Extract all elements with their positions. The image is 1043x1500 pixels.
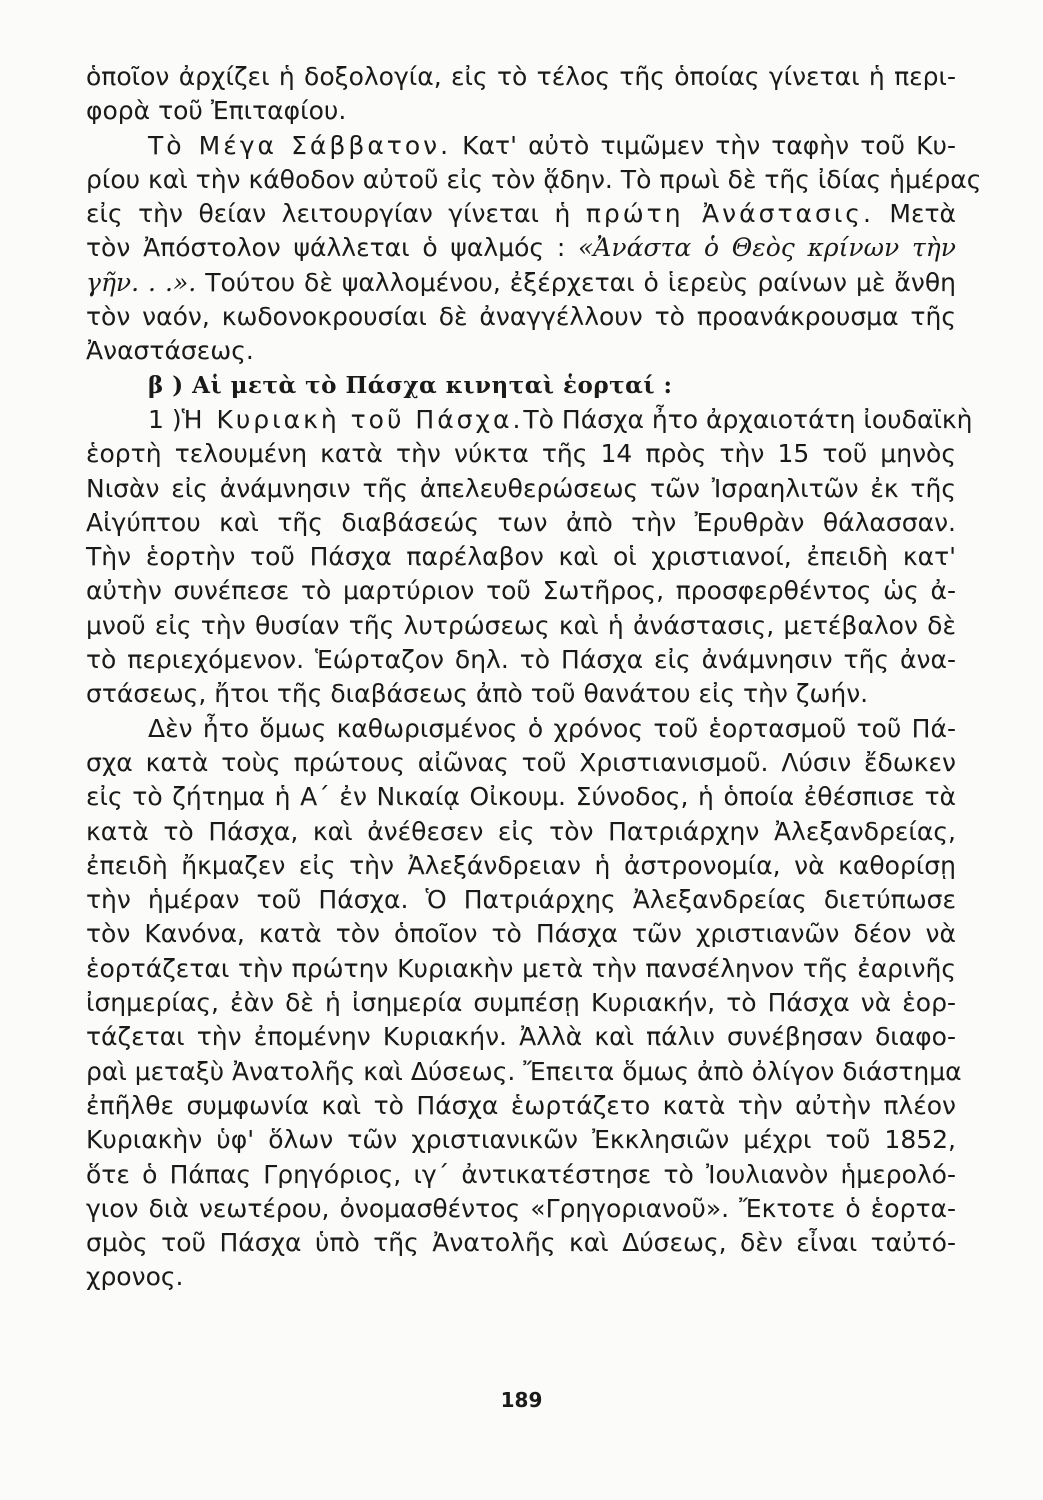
text-line: αὐτὴν συνέπεσε τὸ μαρτύριον τοῦ Σωτῆρος, προσφερθέντος ὡς ἀ- [86,576,956,606]
psalm-quote: «Ἀνάστα ὁ Θεὸς κρίνων τὴν [578,233,956,263]
text-line: ἐπειδὴ ἤκμαζεν εἰς τὴν Ἀλεξάνδρειαν ἡ ἀστρονομία, νὰ καθορίσῃ [86,850,956,880]
text-line [86,403,973,437]
text-line: κατὰ τὸ Πάσχα, καὶ ἀνέθεσεν εἰς τὸν Πατριάρχην Ἀλεξανδρείας, [86,816,956,846]
text-line: Τὴν ἑορτὴν τοῦ Πάσχα παρέλαβον καὶ οἱ χριστιανοί, ἐπειδὴ κατ' [86,542,956,572]
list-number: 1 ) [148,404,182,434]
text-line: ὁποῖον ἀρχίζει ἡ δοξολογία, εἰς τὸ τέλος τῆς ὁποίας γίνεται ἡ περι- [86,62,956,91]
text-line: τὸν ναόν, κωδονοκρουσίαι δὲ ἀναγγέλλουν τὸ προανάκρουσμα τῆς [86,302,956,332]
text-line: σχα κατὰ τοὺς πρώτους αἰῶνας τοῦ Χριστιανισμοῦ. Λύσιν ἔδωκεν [86,747,956,777]
text-line: ραὶ μεταξὺ Ἀνατολῆς καὶ Δύσεως. Ἔπειτα ὅμως ἀπὸ ὀλίγον διάστημα [86,1056,962,1086]
text-line: φορὰ τοῦ Ἐπιταφίου. [86,96,347,126]
body-text [86,60,982,1295]
term-easter-sunday: Ἡ Κυριακὴ τοῦ Πάσχα. [181,404,524,434]
text-line: σμὸς τοῦ Πάσχα ὑπὸ τῆς Ἀνατολῆς καὶ Δύσεως, δὲν εἶναι ταὐτό- [86,1228,956,1258]
text-line: ἑορτάζεται τὴν πρώτην Κυριακὴν μετὰ τὴν πανσέληνον τῆς ἐαρινῆς [86,953,956,983]
text-segment: τὸν Ἀπόστολον ψάλλεται ὁ ψαλμός : [86,233,579,263]
text-line [86,266,956,300]
text-segment: Κατ' αὐτὸ τιμῶμεν τὴν ταφὴν τοῦ Κυ- [451,130,956,160]
term-first-resurrection: πρώτη Ἀνάστασις. [585,199,874,229]
text-line: γιον διὰ νεωτέρου, ὀνομασθέντος «Γρηγοριανοῦ». Ἔκτοτε ὁ ἑορτα- [86,1193,956,1223]
text-line: ρίου καὶ τὴν κάθοδον αὐτοῦ εἰς τὸν ᾅδην. Τὸ πρωὶ δὲ τῆς ἰδίας ἡμέρας [86,164,982,194]
text-line: τὴν ἡμέραν τοῦ Πάσχα. Ὁ Πατριάρχης Ἀλεξανδρείας διετύπωσε [86,885,956,915]
text-segment: Τὸ Πάσχα ἦτο ἀρχαιοτάτη ἰουδαϊκὴ [523,404,973,434]
text-line: ἐπῆλθε συμφωνία καὶ τὸ Πάσχα ἑωρτάζετο κατὰ τὴν αὐτὴν πλέον [86,1090,956,1120]
text-line: εἰς τὸ ζήτημα ἡ Α΄ ἐν Νικαίᾳ Οἰκουμ. Σύνοδος, ἡ ὁποία ἐθέσπισε τὰ [86,782,956,812]
text-line: Αἰγύπτου καὶ τῆς διαβάσεώς των ἀπὸ τὴν Ἐρυθρὰν θάλασσαν. [86,507,956,537]
text-segment: Τούτου δὲ ψαλλομένου, ἐξέρχεται ὁ ἱερεὺς ραίνων μὲ ἄνθη [196,267,957,297]
text-line: ἰσημερίας, ἐὰν δὲ ἡ ἰσημερία συμπέσῃ Κυριακήν, τὸ Πάσχα νὰ ἑορ- [86,988,956,1018]
text-line: Δὲν ἦτο ὅμως καθωρισμένος ὁ χρόνος τοῦ ἑορτασμοῦ τοῦ Πά- [148,713,956,743]
text-line: τάζεται τὴν ἐπομένην Κυριακήν. Ἀλλὰ καὶ πάλιν συνέβησαν διαφο- [86,1022,956,1052]
text-line: ἑορτὴ τελουμένη κατὰ τὴν νύκτα τῆς 14 πρὸς τὴν 15 τοῦ μηνὸς [86,439,956,469]
text-segment: Μετὰ [873,199,956,229]
text-line: Νισὰν εἰς ἀνάμνησιν τῆς ἀπελευθερώσεως τῶν Ἰσραηλιτῶν ἐκ τῆς [86,473,956,503]
text-segment: εἰς τὴν θείαν λειτουργίαν γίνεται ἡ [86,199,586,229]
text-line [86,129,956,163]
text-line [86,231,956,265]
page-number: 189 [500,1388,543,1412]
text-line: Ἀναστάσεως. [86,336,254,366]
text-line: ὅτε ὁ Πάπας Γρηγόριος, ιγ΄ ἀντικατέστησε τὸ Ἰουλιανὸν ἡμερολό- [86,1159,956,1189]
section-heading: β ) Αἱ μετὰ τὸ Πάσχα κινηταὶ ἑορταί : [148,371,673,399]
term-mega-sabbaton: Τὸ Μέγα Σάββατον. [148,130,452,160]
psalm-quote: γῆν. . .». [86,267,197,297]
text-line [86,197,956,231]
text-line: Κυριακὴν ὑφ' ὅλων τῶν χριστιανικῶν Ἐκκλησιῶν μέχρι τοῦ 1852, [86,1125,956,1155]
text-line: μνοῦ εἰς τὴν θυσίαν τῆς λυτρώσεως καὶ ἡ ἀνάστασις, μετέβαλον δὲ [86,610,956,640]
text-line: τὸν Κανόνα, κατὰ τὸν ὁποῖον τὸ Πάσχα τῶν χριστιανῶν δέον νὰ [86,919,956,949]
text-line: τὸ περιεχόμενον. Ἑώρταζον δηλ. τὸ Πάσχα εἰς ἀνάμνησιν τῆς ἀνα- [86,645,956,675]
text-line: στάσεως, ἤτοι τῆς διαβάσεως ἀπὸ τοῦ θανάτου εἰς τὴν ζωήν. [86,679,869,709]
text-line: χρονος. [86,1262,184,1292]
